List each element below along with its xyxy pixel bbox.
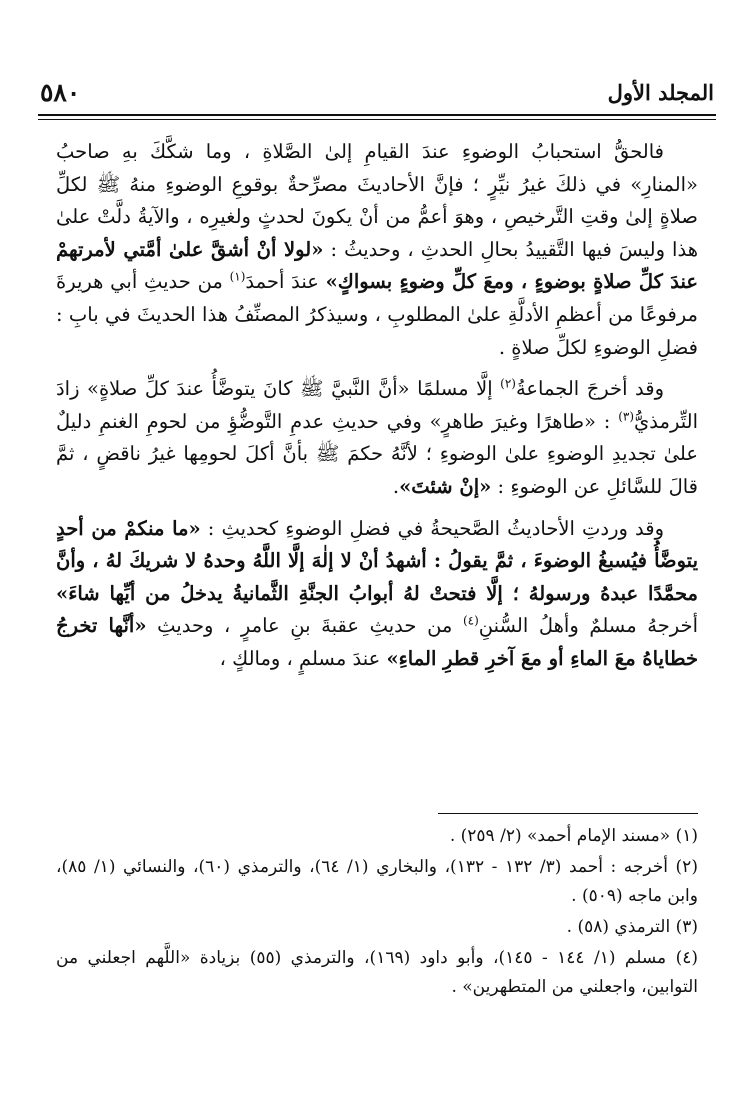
footnote-ref: (٣) — [618, 409, 635, 424]
footnote-ref: (٤) — [462, 613, 479, 628]
hadith-quote: «إنْ شئتَ» — [399, 474, 492, 498]
footnote-3: (٣) الترمذي (٥٨) . — [566, 917, 698, 937]
header-rule-thick — [38, 114, 716, 116]
footnote-ref: (٢) — [500, 376, 516, 391]
footnote-4: (٤) مسلم (١/ ١٤٤ - ١٤٥)، وأبو داود (١٦٩)، والترمذي (٥٥) بزيادة «اللَّهم اجعلني من التوابين، واجعلني من المتطهرين» . — [56, 948, 698, 997]
hadith-quote: «ما منكمْ من أحدٍ يتوضَّأُ فيُسبغُ الوضوءَ ، ثمَّ يقولُ : أشهدُ أنْ لا إلٰهَ إلَّا اللَّهُ وحدهُ لا شريكَ لهُ ، وأنَّ محمَّدًا عبدهُ ورسولهُ ؛ إلَّا فتحتْ لهُ أبوابُ الجنَّةِ الثَّمانيةُ يدخلُ من أيِّها شاءَ» — [56, 516, 698, 605]
footnotes — [56, 822, 698, 1002]
paragraph-1: فالحقُّ استحبابُ الوضوءِ عندَ القيامِ إلىٰ الصَّلاةِ ، وما شكَّكَ بهِ صاحبُ «المنارِ» في ذلكَ غيرُ نيِّرٍ ؛ فإنَّ الأحاديثَ مصرِّحةٌ بوقوعِ الوضوءِ منهُ ﷺ لكلِّ صلاةٍ إلىٰ وقتِ التَّرخيصِ ، وهوَ أعمُّ من أنْ يكونَ لحدثٍ ولغيرِه ، والآيةُ دلَّتْ علىٰ هذا وليسَ فيها التَّقييدُ بحالِ الحدثِ ، وحديثُ : «لولا أنْ أشقَّ علىٰ أمَّتي لأمرتهمْ عندَ كلِّ صلاةٍ بوضوءٍ ، ومعَ كلِّ وضوءٍ بسواكٍ» عندَ أحمدَ$^{(١)}$ من حديثِ أبي هريرةَ مرفوعًا من أعظمِ الأدلَّةِ علىٰ المطلوبِ ، وسيذكرُ المصنِّفُ هذا الحديثَ في بابِ : فضلِ الوضوءِ لكلِّ صلاةٍ . — [56, 140, 698, 359]
page-number: ٥٨٠ — [40, 77, 81, 107]
paragraph-3: وقد وردتِ الأحاديثُ الصَّحيحةُ في فضلِ الوضوءِ كحديثِ : «ما منكمْ من أحدٍ يتوضَّأُ فيُسبغُ الوضوءَ ، ثمَّ يقولُ : أشهدُ أنْ لا إلٰهَ إلَّا اللَّهُ وحدهُ لا شريكَ لهُ ، وأنَّ محمَّدًا عبدهُ ورسولهُ ؛ إلَّا فتحتْ لهُ أبوابُ الجنَّةِ الثَّمانيةُ يدخلُ من أيِّها شاءَ» أخرجهُ مسلمٌ وأهلُ السُّننِ$^{(٤)}$ من حديثِ عقبةَ بنِ عامرٍ ، وحديثِ «أنَّها تخرجُ خطاياهُ معَ الماءِ أو معَ آخرِ قطرِ الماءِ» عندَ مسلمٍ ، ومالكٍ ، — [56, 516, 698, 670]
header-rule-thin — [38, 119, 716, 120]
hadith-quote: «أنَّها تخرجُ خطاياهُ معَ الماءِ أو معَ آخرِ قطرِ الماءِ» — [56, 614, 698, 670]
paragraph-2: وقد أخرجَ الجماعةُ$^{(٢)}$ إلَّا مسلمًا «أنَّ النَّبيَّ ﷺ كانَ يتوضَّأُ عندَ كلِّ صلاةٍ» زادَ التِّرمذيُّ$^{(٣)}$ : «طاهرًا وغيرَ طاهرٍ» وفي حديثِ عدمِ التَّوضُّؤِ من لحومِ الغنمِ دليلٌ علىٰ تجديدِ الوضوءِ علىٰ الوضوءِ ؛ لأنَّهُ حكمَ ﷺ بأنَّ أكلَ لحومِها غيرُ ناقضٍ ، ثمَّ قالَ للسَّائلِ عن الوضوءِ : «إنْ شئتَ». — [56, 376, 698, 498]
footnote-separator — [438, 813, 698, 814]
footnote-1: (١) «مسند الإمام أحمد» (٢/ ٢٥٩) . — [449, 826, 698, 846]
volume-title: المجلد الأول — [607, 79, 714, 105]
hadith-quote: «لولا أنْ أشقَّ علىٰ أمَّتي لأمرتهمْ عندَ كلِّ صلاةٍ بوضوءٍ ، ومعَ كلِّ وضوءٍ بسواكٍ» — [56, 237, 698, 294]
running-header — [40, 72, 714, 112]
main-text — [56, 136, 698, 676]
footnote-ref: (١) — [229, 269, 246, 284]
footnote-2: (٢) أخرجه : أحمد (٣/ ١٣٢ - ١٣٢)، والبخاري (١/ ٦٤)، والترمذي (٦٠)، والنسائي (١/ ٨٥)، وابن ماجه (٥٠٩) . — [56, 857, 698, 906]
